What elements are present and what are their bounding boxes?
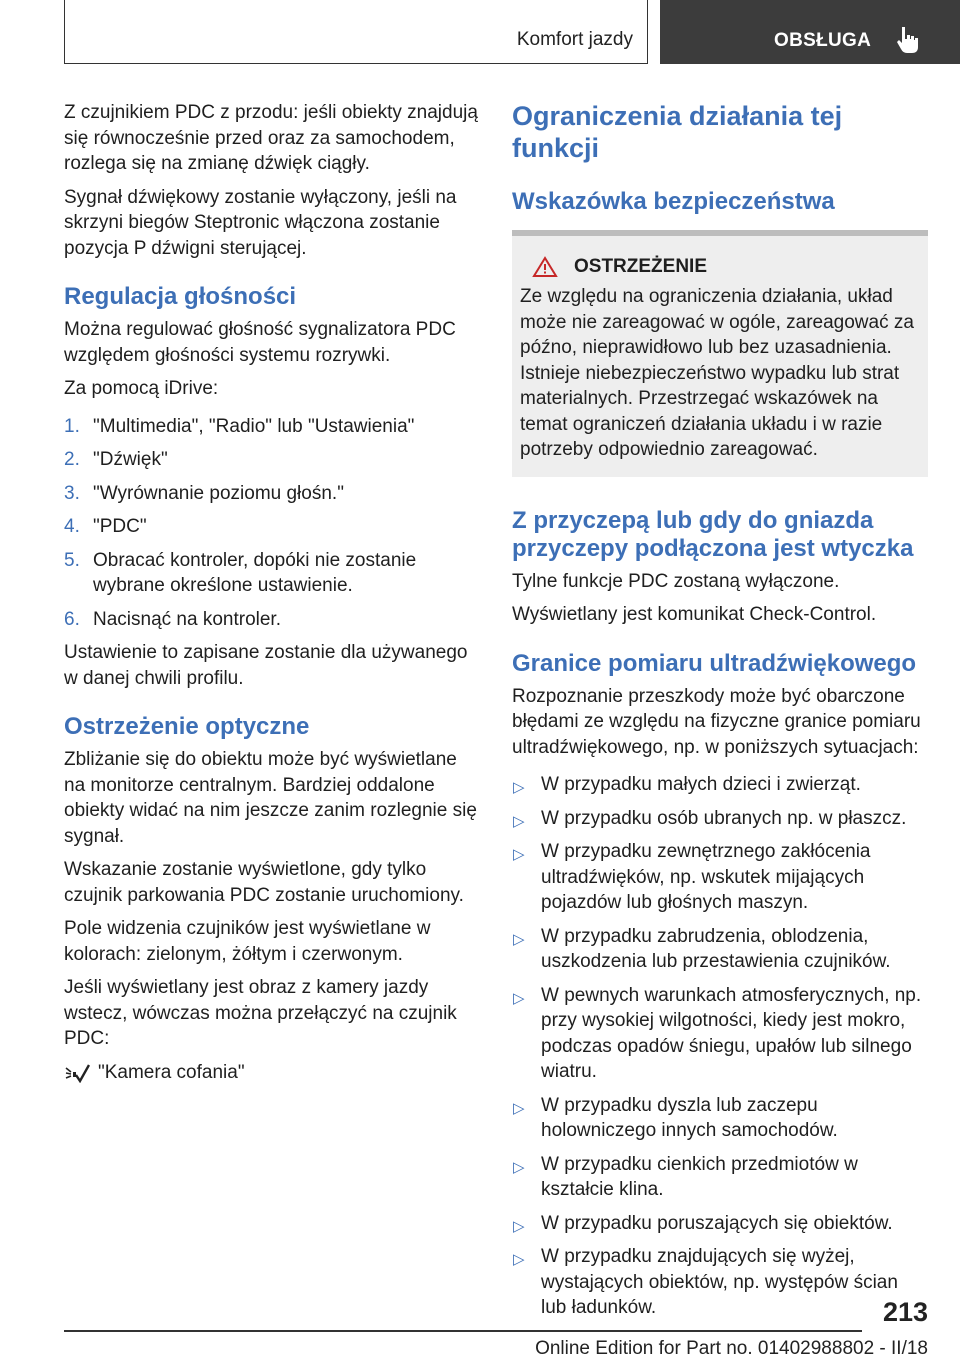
warning-triangle-icon — [532, 256, 558, 278]
header-chapter-tab — [660, 0, 960, 64]
warning-text: Ze względu na ograniczenia działania, układ może nie zareagować w ogóle, zareagować za późno, nieprawidłowo lub bez uzasadnienia. Istnieje niebezpieczeństwo wypadku lub strat materialnych. Przestrzegać wskazówek na temat ograniczeń działania układu i w razie potrzeby odpowiednio zareagować. — [520, 286, 914, 460]
warning-title: OSTRZEŻENIE — [574, 256, 708, 277]
list-item — [512, 1093, 928, 1144]
list-item — [512, 839, 928, 916]
list-item — [512, 1152, 928, 1203]
footer-edition: Online Edition for Part no. 01402988802 - II/18 — [535, 1338, 928, 1359]
step-text: "Wyrównanie poziomu głośn." — [93, 482, 344, 504]
bullet-triangle-icon: ▷ — [513, 1099, 525, 1117]
bullet-text: W przypadku cienkich przedmiotów w kształcie klina. — [541, 1153, 858, 1200]
step-text: "Dźwięk" — [93, 449, 168, 470]
list-item — [64, 481, 480, 507]
list-item — [512, 1244, 928, 1321]
step-number: 5. — [64, 549, 80, 571]
paragraph: Rozpoznanie przeszkody może być obarczone błędami ze względu na fizyczne granice pomiaru ultradźwiękowego, np. w poniższych sytuacjach: — [512, 685, 921, 758]
header-section-box — [64, 0, 648, 64]
step-text: "PDC" — [93, 516, 147, 537]
paragraph: Tylne funkcje PDC zostaną wyłączone. — [512, 570, 840, 592]
bullet-text: W przypadku zabrudzenia, oblodzenia, uszkodzenia lub przestawienia czujników. — [541, 925, 891, 972]
list-item — [64, 514, 480, 540]
heading-optical-warning: Ostrzeżenie optyczne — [64, 713, 310, 740]
bullet-triangle-icon: ▷ — [513, 930, 525, 948]
bullet-triangle-icon: ▷ — [513, 1217, 525, 1235]
list-item — [64, 548, 480, 599]
steps-list — [64, 414, 480, 633]
paragraph: Z czujnikiem PDC z przodu: jeśli obiekty znajdują się równocześnie przed oraz za samochodem, rozlega się na zmianę dźwięk ciągły. — [64, 102, 478, 174]
bullet-text: W przypadku zewnętrznego zakłócenia ultradźwięków, np. wskutek mijających pojazdów lub głośnych maszyn. — [541, 841, 871, 913]
paragraph: Jeśli wyświetlany jest obraz z kamery jazdy wstecz, wówczas można przełączyć na czujnik PDC: — [64, 977, 457, 1049]
step-text: Nacisnąć na kontroler. — [93, 608, 281, 630]
paragraph: Ustawienie to zapisane zostanie dla używanego w danej chwili profilu. — [64, 642, 468, 689]
warning-box — [512, 230, 928, 477]
step-number: 3. — [64, 482, 80, 504]
heading-volume: Regulacja głośności — [64, 283, 297, 310]
bullet-triangle-icon: ▷ — [513, 1251, 525, 1268]
list-item — [64, 607, 480, 633]
camera-item-label: "Kamera cofania" — [98, 1061, 245, 1083]
paragraph: Wyświetlany jest komunikat Check-Control. — [512, 604, 877, 625]
list-item — [512, 806, 928, 832]
list-item — [512, 1211, 928, 1237]
step-text: "Multimedia", "Radio" lub "Ustawienia" — [93, 415, 415, 437]
step-text: Obracać kontroler, dopóki nie zostanie wybrane określone ustawienie. — [93, 549, 417, 596]
bullet-triangle-icon: ▷ — [513, 846, 525, 863]
bullet-text: W przypadku znajdujących się wyżej, wystających obiektów, np. występów ścian lub ładunków. — [541, 1246, 898, 1318]
hand-pointer-icon — [896, 25, 922, 55]
bullet-triangle-icon: ▷ — [513, 812, 525, 830]
list-item — [512, 924, 928, 975]
paragraph: Pole widzenia czujników jest wyświetlane w kolorach: zielonym, żółtym i czerwonym. — [64, 918, 431, 965]
heading-safety-note: Wskazówka bezpieczeństwa — [512, 188, 835, 215]
footer-divider — [64, 1330, 862, 1332]
list-item — [512, 772, 928, 798]
header-section-title: Komfort jazdy — [516, 29, 633, 50]
bullet-triangle-icon: ▷ — [513, 779, 525, 796]
parking-sensor-icon — [64, 1063, 90, 1083]
paragraph: Za pomocą iDrive: — [64, 378, 219, 399]
heading-trailer: Z przyczepą lub gdy do gniazda przyczepy podłączona jest wtyczka — [512, 506, 914, 562]
step-number: 2. — [64, 449, 80, 470]
bullet-text: W przypadku poruszających się obiektów. — [541, 1212, 893, 1234]
warning-title-row — [520, 256, 920, 278]
list-item — [64, 447, 480, 473]
list-item — [512, 983, 928, 1085]
left-column — [64, 100, 480, 1085]
heading-ultrasonic: Granice pomiaru ultradźwiękowego — [512, 649, 917, 677]
heading-limitations: Ograniczenia działania tej funkcji — [512, 101, 843, 163]
bullet-text: W pewnych warunkach atmosferycznych, np. przy wysokiej wilgotności, kiedy jest mokro, podczas opadów śniegu, upałów lub silnego wiatru. — [541, 984, 922, 1082]
bullet-triangle-icon: ▷ — [513, 989, 525, 1007]
bullet-text: W przypadku osób ubranych np. w płaszcz. — [541, 807, 907, 829]
paragraph: Wskazanie zostanie wyświetlone, gdy tylko czujnik parkowania PDC zostanie uruchomiony. — [64, 859, 464, 906]
bullet-list — [512, 772, 928, 1321]
list-item — [64, 414, 480, 440]
paragraph: Sygnał dźwiękowy zostanie wyłączony, jeśli na skrzyni biegów Steptronic włączona zostanie pozycja P dźwigni sterującej. — [64, 186, 457, 259]
step-number: 6. — [64, 608, 80, 630]
camera-menu-item — [64, 1060, 480, 1086]
right-column — [512, 100, 928, 1329]
bullet-text: W przypadku małych dzieci i zwierząt. — [541, 774, 861, 795]
step-number: 4. — [64, 516, 80, 537]
page-number: 213 — [882, 1297, 928, 1327]
header-chapter-title: OBSŁUGA — [774, 30, 872, 51]
paragraph: Zbliżanie się do obiektu może być wyświetlane na monitorze centralnym. Bardziej oddalone obiekty widać na nim jeszcze zanim rozlegnie się sygnał. — [64, 749, 477, 847]
step-number: 1. — [64, 415, 80, 437]
paragraph: Można regulować głośność sygnalizatora PDC względem głośności systemu rozrywki. — [64, 319, 456, 366]
bullet-triangle-icon: ▷ — [513, 1158, 525, 1176]
bullet-text: W przypadku dyszla lub zaczepu holowniczego innych samochodów. — [541, 1094, 838, 1141]
